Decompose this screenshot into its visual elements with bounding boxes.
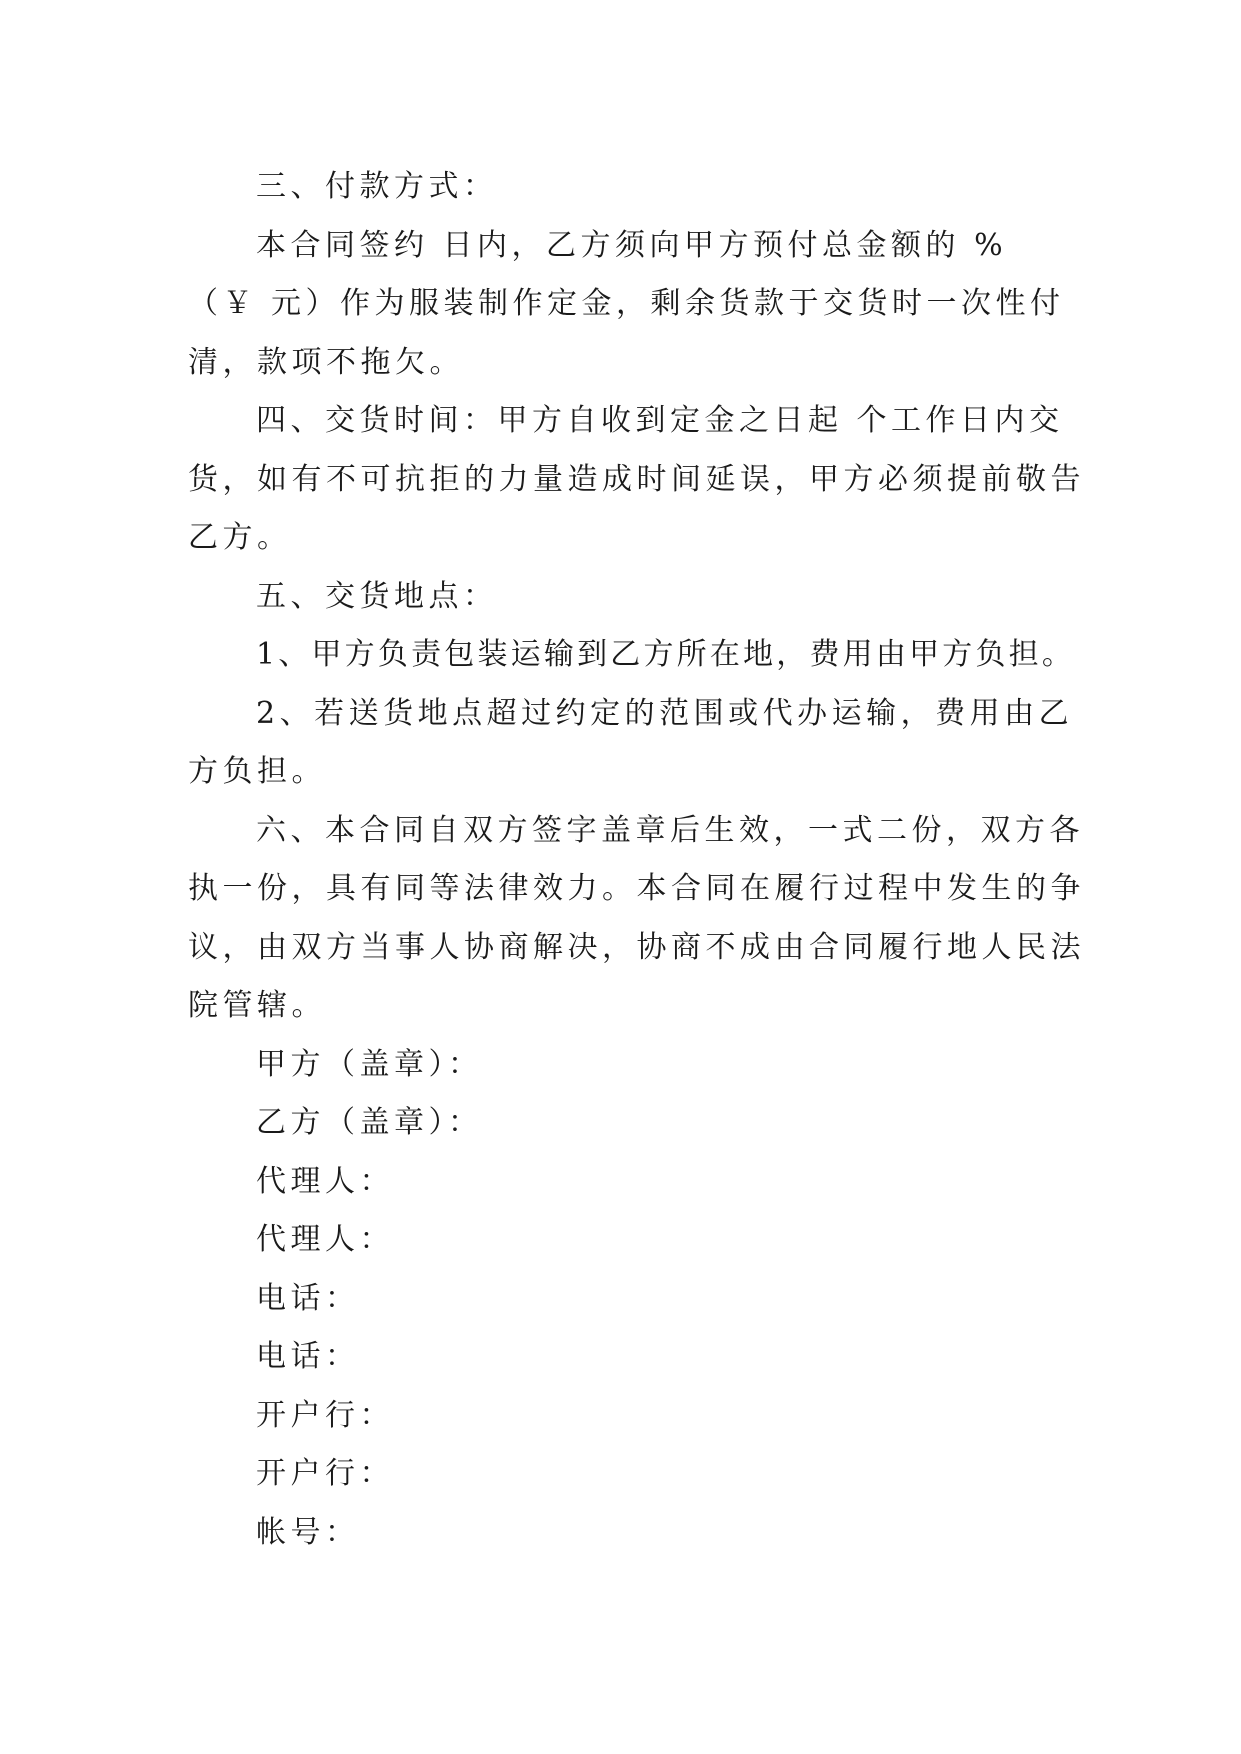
paragraph-line: 议，由双方当事人协商解决，协商不成由合同履行地人民法 — [188, 929, 1085, 965]
paragraph-line: 方负担。 — [188, 754, 326, 789]
field-phone: 电话： — [256, 1339, 360, 1374]
paragraph-line: 本合同签约 日内，乙方须向甲方预付总金额的 % — [256, 227, 1008, 263]
section-heading-effectiveness: 六、本合同自双方签字盖章后生效，一式二份，双方各 — [256, 812, 1084, 848]
field-account: 帐号： — [256, 1514, 360, 1550]
section-heading-delivery-time: 四、交货时间：甲方自收到定金之日起 个工作日内交 — [256, 403, 1064, 438]
field-bank: 开户行： — [256, 1456, 394, 1491]
paragraph-line: 院管辖。 — [188, 988, 326, 1023]
document-body — [188, 158, 1085, 1562]
paragraph-line: （￥ 元）作为服装制作定金，剩余货款于交货时一次性付 — [188, 286, 1065, 321]
list-item: 2、若送货地点超过约定的范围或代办运输，费用由乙 — [256, 695, 1074, 731]
field-phone: 电话： — [256, 1280, 360, 1316]
signature-field-party-b: 乙方（盖章）： — [256, 1105, 483, 1140]
paragraph-line: 执一份，具有同等法律效力。本合同在履行过程中发生的争 — [188, 871, 1085, 906]
field-agent: 代理人： — [256, 1222, 394, 1257]
field-bank: 开户行： — [256, 1397, 394, 1433]
signature-field-party-a: 甲方（盖章）： — [256, 1046, 483, 1082]
field-agent: 代理人： — [256, 1163, 394, 1199]
paragraph-line: 清，款项不拖欠。 — [188, 344, 464, 380]
list-item: 1、甲方负责包装运输到乙方所在地，费用由甲方负担。 — [256, 637, 1076, 672]
paragraph-line: 乙方。 — [188, 520, 292, 555]
section-heading-delivery-place: 五、交货地点： — [256, 578, 498, 614]
section-heading-payment: 三、付款方式： — [256, 169, 498, 204]
paragraph-line: 货，如有不可抗拒的力量造成时间延误，甲方必须提前敬告 — [188, 461, 1085, 497]
